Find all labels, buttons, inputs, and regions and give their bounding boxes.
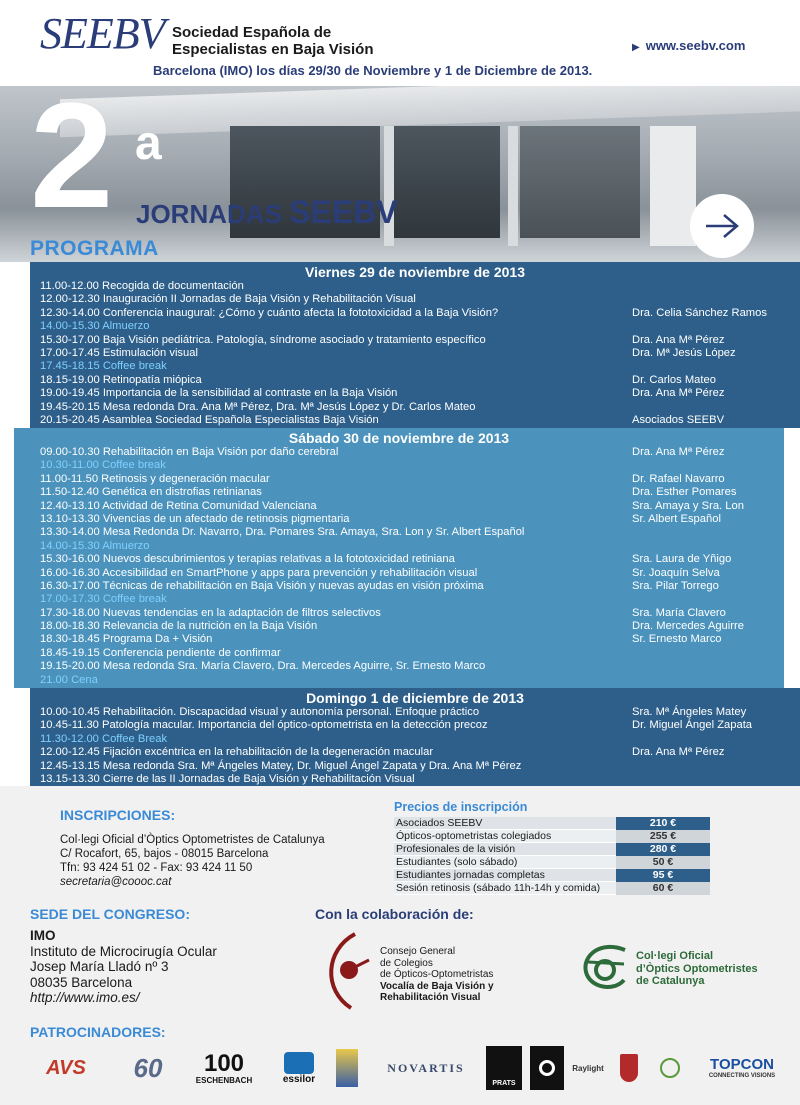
hero-banner <box>0 86 800 262</box>
schedule-row <box>30 414 800 427</box>
schedule-row <box>14 607 784 620</box>
schedule-row <box>30 746 800 759</box>
schedule-speaker: Sr. Ernesto Marco <box>632 633 722 646</box>
schedule-break-row <box>30 320 800 333</box>
schedule-activity: 20.15-20.45 Asamblea Sociedad Española Especialistas Baja Visión <box>40 413 379 426</box>
sponsor-raylight-icon <box>530 1046 564 1090</box>
schedule-activity: 10.45-11.30 Patología macular. Importancia del óptico-optometrista en la detección precoz <box>40 719 488 732</box>
schedule-row <box>14 647 784 660</box>
schedule-row <box>30 760 800 773</box>
sede-details <box>30 928 217 1006</box>
schedule-speaker: Dra. Esther Pomares <box>632 486 737 499</box>
price-row <box>394 882 710 895</box>
schedule-activity: 19.00-19.45 Importancia de la sensibilidad al contraste en la Baja Visión <box>40 387 398 400</box>
sponsor-essilor-logo: essilor <box>270 1046 328 1090</box>
schedule-speaker: Dr. Carlos Mateo <box>632 373 716 386</box>
schedule-speaker: Dra. Ana Mª Pérez <box>632 446 725 458</box>
coooc-line: d’Òptics Optometristes <box>636 962 758 975</box>
price-label: Profesionales de la visión <box>396 843 516 855</box>
schedule-activity: 17.30-18.00 Nuevas tendencias en la adaptación de filtros selectivos <box>40 606 381 619</box>
price-value: 50 € <box>616 856 710 869</box>
schedule-activity: 10.30-11.00 Coffee break <box>40 459 166 472</box>
schedule-activity: 17.00-17.30 Coffee break <box>40 593 167 606</box>
schedule-row <box>14 633 784 646</box>
schedule-row <box>14 513 784 526</box>
schedule-activity: 11.00-12.00 Recogida de documentación <box>40 280 244 292</box>
schedule-activity: 11.50-12.40 Genética en distrofias retinianas <box>40 486 262 499</box>
event-title-main: SEEBV <box>289 194 398 230</box>
sede-line1: Instituto de Microcirugía Ocular <box>30 943 217 959</box>
cgcoo-line: de Colegios <box>380 957 433 969</box>
inscripciones-org: Col·legi Oficial d’Òptics Optometristes de Catalunya <box>60 834 325 846</box>
price-label: Ópticos-optometristas colegiados <box>396 830 552 842</box>
schedule-row <box>30 719 800 732</box>
schedule-activity: 11.30-12.00 Coffee Break <box>40 732 168 745</box>
schedule-row <box>14 500 784 513</box>
schedule-activity: 17.00-17.45 Estimulación visual <box>40 346 198 359</box>
schedule-list <box>30 706 800 786</box>
event-title-prefix: JORNADAS <box>136 199 282 229</box>
schedule-row <box>14 620 784 633</box>
cgcoo-logo-icon <box>315 930 370 1010</box>
schedule-activity: 15.30-17.00 Baja Visión pediátrica. Patología, síndrome asociado y tratamiento específico <box>40 333 486 346</box>
schedule-list <box>14 446 784 687</box>
sponsor-badge-logo <box>334 1046 360 1090</box>
coooc-line: Col·legi Oficial <box>636 950 714 962</box>
prices-table <box>394 817 710 895</box>
schedule-activity: 18.30-18.45 Programa Da + Visión <box>40 633 213 646</box>
inscripciones-phone: Tfn: 93 424 51 02 - Fax: 93 424 11 50 <box>60 862 253 874</box>
play-arrow-icon: ▶ <box>632 42 640 53</box>
edition-number: 2 <box>30 86 110 239</box>
price-row <box>394 869 710 882</box>
org-name-line2: Especialistas en Baja Visión <box>172 41 374 58</box>
schedule-row <box>30 387 800 400</box>
schedule-speaker: Dra. Ana Mª Pérez <box>632 333 725 346</box>
price-value: 280 € <box>616 843 710 856</box>
schedule-break-row <box>30 360 800 373</box>
sponsor-prats-logo: PRATS <box>486 1046 522 1090</box>
schedule-row <box>30 307 800 320</box>
schedule-activity: 13.10-13.30 Vivencias de un afectado de retinosis pigmentaria <box>40 512 350 525</box>
schedule-activity: 14.00-15.30 Almuerzo <box>40 539 150 552</box>
schedule-activity: 18.45-19.15 Conferencia pendiente de confirmar <box>40 646 281 659</box>
schedule-break-row <box>14 674 784 687</box>
sponsor-novartis-logo: NOVARTIS <box>387 1060 465 1075</box>
schedule-row <box>14 567 784 580</box>
schedule-row <box>14 580 784 593</box>
schedule-activity: 12.45-13.15 Mesa redonda Sra. Mª Ángeles Matey, Dr. Miguel Ángel Zapata y Dra. Ana Mª Pérez <box>40 759 522 772</box>
schedule-row <box>14 526 784 539</box>
inscripciones-email[interactable]: secretaria@coooc.cat <box>60 876 172 888</box>
saturday-program <box>14 428 784 688</box>
schedule-row <box>14 486 784 499</box>
schedule-activity: 11.00-11.50 Retinosis y degeneración macular <box>40 472 270 485</box>
schedule-row <box>30 706 800 719</box>
seebv-logo: SEEBV <box>40 9 165 58</box>
schedule-activity: 12.30-14.00 Conferencia inaugural: ¿Cómo y cuánto afecta la fototoxicidad a la Baja Visión? <box>40 306 499 319</box>
sponsor-topcon-logo: TOPCON CONNECTING VISIONS <box>708 1056 776 1079</box>
sponsor-crest-logo <box>616 1046 642 1090</box>
cgcoo-line: Vocalía de Baja Visión y <box>380 980 494 992</box>
header <box>0 0 800 86</box>
schedule-speaker: Dra. Ana Mª Pérez <box>632 746 725 759</box>
prices-title: Precios de inscripción <box>394 800 528 814</box>
schedule-speaker: Dr. Miguel Ángel Zapata <box>632 719 753 732</box>
price-label: Estudiantes (solo sábado) <box>396 856 518 868</box>
price-value: 255 € <box>616 830 710 843</box>
schedule-break-row <box>14 540 784 553</box>
schedule-row <box>30 293 800 306</box>
sponsor-raylight-logo: Raylight <box>572 1063 604 1073</box>
next-button[interactable] <box>690 194 754 258</box>
sede-line3: 08035 Barcelona <box>30 974 133 990</box>
schedule-activity: 16.30-17.00 Técnicas de rehabilitación en Baja Visión y nuevas ayudas en visión próxima <box>40 579 484 592</box>
sunday-program <box>30 688 800 786</box>
schedule-activity: 19.15-20.00 Mesa redonda Sra. María Clavero, Dra. Mercedes Aguirre, Sr. Ernesto Marco <box>40 660 486 673</box>
org-name-line1: Sociedad Española de <box>172 24 332 41</box>
schedule-activity: 13.15-13.30 Cierre de las II Jornadas de Baja Visión y Rehabilitación Visual <box>40 772 415 785</box>
essilor-eye-icon <box>284 1052 314 1074</box>
schedule-speaker: Sra. Mª Ángeles Matey <box>632 706 747 718</box>
schedule-speaker: Dr. Rafael Navarro <box>632 472 725 485</box>
price-row <box>394 817 710 830</box>
cgcoo-line: Consejo General <box>380 946 456 957</box>
sede-title: SEDE DEL CONGRESO: <box>30 906 190 922</box>
day-title: Viernes 29 de noviembre de 2013 <box>305 264 525 280</box>
building-column-image <box>508 126 518 246</box>
price-label: Sesión retinosis (sábado 11h-14h y comida) <box>396 882 601 894</box>
website-text: www.seebv.com <box>645 38 746 53</box>
edition-ordinal: a <box>135 117 162 170</box>
sponsor-eschenbach-logo: 100 ESCHENBACH <box>195 1049 253 1085</box>
schedule-speaker: Sra. María Clavero <box>632 606 726 619</box>
schedule-speaker: Asociados SEEBV <box>632 413 725 426</box>
sponsors-row <box>30 1046 790 1092</box>
day-title: Sábado 30 de noviembre de 2013 <box>288 430 510 446</box>
schedule-speaker: Sra. Laura de Yñigo <box>632 553 732 566</box>
schedule-activity: 21.00 Cena <box>40 673 98 686</box>
schedule-speaker: Dra. Celia Sánchez Ramos <box>632 306 767 319</box>
price-value: 95 € <box>616 869 710 882</box>
sede-url[interactable]: http://www.imo.es/ <box>30 990 140 1005</box>
schedule-break-row <box>30 733 800 746</box>
arrow-right-icon <box>704 212 740 240</box>
schedule-row <box>30 280 800 293</box>
sponsor-figure-logo <box>650 1046 690 1090</box>
schedule-activity: 10.00-10.45 Rehabilitación. Discapacidad visual y autonomía personal. Enfoque práctico <box>40 706 480 718</box>
schedule-speaker: Sr. Joaquín Selva <box>632 566 720 579</box>
schedule-speaker: Dra. Mercedes Aguirre <box>632 620 744 633</box>
schedule-row <box>30 773 800 786</box>
price-row <box>394 856 710 869</box>
coooc-logo-icon <box>580 942 630 992</box>
schedule-row <box>14 553 784 566</box>
cgcoo-name <box>380 946 494 1004</box>
schedule-row <box>30 347 800 360</box>
schedule-speaker: Sr. Albert Español <box>632 512 721 525</box>
schedule-speaker: Dra. Ana Mª Pérez <box>632 387 725 400</box>
schedule-speaker: Sra. Pilar Torrego <box>632 579 719 592</box>
building-glass-image <box>390 126 500 238</box>
building-glass-image <box>520 126 640 238</box>
coooc-name <box>636 950 758 988</box>
inscripciones-address: C/ Rocafort, 65, bajos - 08015 Barcelona <box>60 848 269 860</box>
price-value: 60 € <box>616 882 710 895</box>
cgcoo-line: Rehabilitación Visual <box>380 992 481 1003</box>
schedule-break-row <box>14 593 784 606</box>
schedule-activity: 14.00-15.30 Almuerzo <box>40 320 150 333</box>
sede-line2: Josep María Lladó nº 3 <box>30 959 169 974</box>
schedule-row <box>14 473 784 486</box>
schedule-activity: 16.00-16.30 Accesibilidad en SmartPhone y apps para prevención y rehabilitación visual <box>40 566 478 579</box>
price-label: Asociados SEEBV <box>396 817 483 829</box>
schedule-row <box>30 374 800 387</box>
schedule-speaker: Sra. Amaya y Sra. Lon <box>632 499 744 512</box>
sponsor-60-logo: 60 <box>133 1052 163 1083</box>
schedule-activity: 18.00-18.30 Relevancia de la nutrición en la Baja Visión <box>40 620 318 633</box>
inscripciones-title: INSCRIPCIONES: <box>60 807 176 823</box>
schedule-activity: 13.30-14.00 Mesa Redonda Dr. Navarro, Dra. Pomares Sra. Amaya, Sra. Lon y Sr. Albert Español <box>40 526 525 539</box>
schedule-activity: 12.00-12.45 Fijación excéntrica en la rehabilitación de la degeneración macular <box>40 746 434 759</box>
org-name <box>172 24 392 58</box>
event-title <box>136 194 398 231</box>
day-title: Domingo 1 de diciembre de 2013 <box>306 690 524 706</box>
schedule-activity: 18.15-19.00 Retinopatía miópica <box>40 373 202 386</box>
friday-program <box>30 262 800 428</box>
price-label: Estudiantes jornadas completas <box>396 869 545 881</box>
coooc-line: de Catalunya <box>636 975 705 987</box>
section-title-programa: PROGRAMA <box>30 237 159 260</box>
venue-dates: Barcelona (IMO) los días 29/30 de Noviembre y 1 de Diciembre de 2013. <box>153 63 593 78</box>
schedule-row <box>30 334 800 347</box>
website-link[interactable] <box>632 38 745 53</box>
schedule-speaker: Dra. Mª Jesús López <box>632 346 736 359</box>
schedule-break-row <box>14 459 784 472</box>
schedule-row <box>14 446 784 459</box>
schedule-activity: 19.45-20.15 Mesa redonda Dra. Ana Mª Pérez, Dra. Mª Jesús López y Dr. Carlos Mateo <box>40 400 476 413</box>
collaboration-title: Con la colaboración de: <box>315 906 474 922</box>
schedule-list <box>30 280 800 427</box>
schedule-activity: 17.45-18.15 Coffee break <box>40 360 167 373</box>
inscripciones-details <box>60 833 325 889</box>
sponsor-avs-logo: AVS <box>46 1056 86 1079</box>
price-row <box>394 830 710 843</box>
schedule-activity: 12.00-12.30 Inauguración II Jornadas de Baja Visión y Rehabilitación Visual <box>40 293 416 306</box>
schedule-row <box>30 401 800 414</box>
schedule-activity: 15.30-16.00 Nuevos descubrimientos y terapias relativas a la fototoxicidad retiniana <box>40 553 455 566</box>
sede-name: IMO <box>30 928 56 943</box>
sponsors-title: PATROCINADORES: <box>30 1024 166 1040</box>
schedule-activity: 12.40-13.10 Actividad de Retina Comunidad Valenciana <box>40 499 317 512</box>
cgcoo-line: de Ópticos-Optometristas <box>380 969 494 980</box>
price-value: 210 € <box>616 817 710 830</box>
price-row <box>394 843 710 856</box>
schedule-activity: 09.00-10.30 Rehabilitación en Baja Visión por daño cerebral <box>40 446 339 458</box>
schedule-row <box>14 660 784 673</box>
